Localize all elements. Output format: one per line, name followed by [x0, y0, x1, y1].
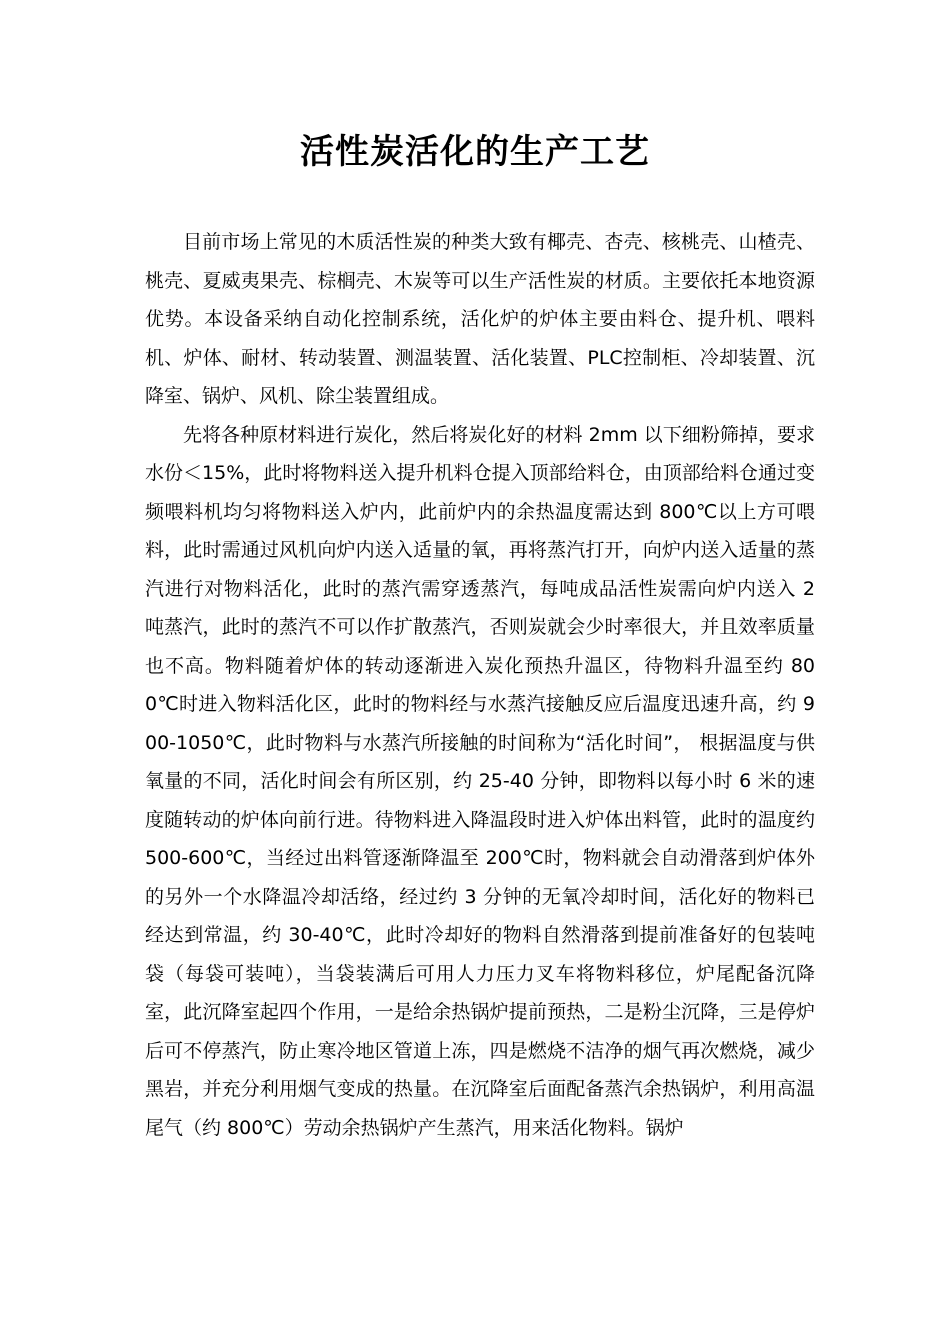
document-title: 活性炭活化的生产工艺 [300, 132, 650, 172]
paragraph-materials: 目前市场上常见的木质活性炭的种类大致有椰壳、杏壳、核桃壳、山楂壳、桃壳、夏威夷果壳、棕榈壳、木炭等可以生产活性炭的材质。主要依托本地资源优势。本设备采纳自动化控制系统，活化炉的炉体主要由料仓、提升机、喂料机、炉体、耐材、转动装置、测温装置、活化装置、PLC控制柜、冷却装置、沉降室、锅炉、风机、除尘装置组成。 [145, 231, 815, 407]
document-body [145, 223, 815, 1147]
paragraph-process: 先将各种原材料进行炭化，然后将炭化好的材料 2mm 以下细粉筛掉，要求水份＜15%，此时将物料送入提升机料仓提入顶部给料仓，由顶部给料仓通过变频喂料机均匀将物料送入炉内，此前炉内的余热温度需达到 800℃以上方可喂料，此时需通过风机向炉内送入适量的氧，再将蒸汽打开，向炉内送入适量的蒸汽进行对物料活化，此时的蒸汽需穿透蒸汽，每吨成品活性炭需向炉内送入 2 吨蒸汽，此时的蒸汽不可以作扩散蒸汽，否则炭就会少时率很大，并且效率质量也不高。物料随着炉体的转动逐渐进入炭化预热升温区，待物料升温至约 800℃时进入物料活化区，此时的物料经与水蒸汽接触反应后温度迅速升高，约 900-1050℃，此时物料与水蒸汽所接触的时间称为“活化时间”， 根据温度与供氧量的不同，活化时间会有所区别，约 25-40 分钟，即物料以每小时 6 米的速度随转动的炉体向前行进。待物料进入降温段时进入炉体出料管，此时的温度约 500-600℃，当经过出料管逐渐降温至 200℃时，物料就会自动滑落到炉体外的另外一个水降温冷却活络，经过约 3 分钟的无氧冷却时间，活化好的物料已经达到常温，约 30-40℃，此时冷却好的物料自然滑落到提前准备好的包装吨袋（每袋可装吨），当袋装满后可用人力压力叉车将物料移位，炉尾配备沉降室，此沉降室起四个作用，一是给余热锅炉提前预热，二是粉尘沉降，三是停炉后可不停蒸汽，防止寒冷地区管道上冻，四是燃烧不洁净的烟气再次燃烧，减少黑岩，并充分利用烟气变成的热量。在沉降室后面配备蒸汽余热锅炉，利用高温尾气（约 800℃）劳动余热锅炉产生蒸汽，用来活化物料。锅炉 [145, 423, 815, 1139]
